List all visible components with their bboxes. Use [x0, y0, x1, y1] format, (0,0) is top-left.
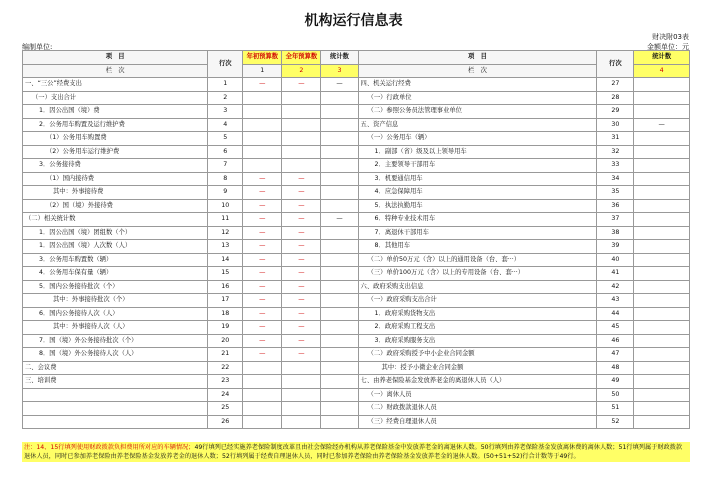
value-col2: —	[282, 226, 321, 240]
header-right-item: 项 目	[358, 51, 597, 65]
value-col4	[634, 199, 690, 213]
value-col2	[282, 91, 321, 105]
value-col4	[634, 267, 690, 281]
table-row	[23, 280, 690, 294]
table-row	[23, 267, 690, 281]
value-col3	[321, 159, 358, 173]
col3-number: 3	[321, 64, 358, 78]
right-item-label: 4．应急保障用车	[358, 186, 597, 200]
value-col3	[321, 267, 358, 281]
value-col4	[634, 361, 690, 375]
value-col2	[282, 132, 321, 146]
left-row-no: 16	[208, 280, 243, 294]
right-row-no: 36	[597, 199, 634, 213]
value-col2: —	[282, 348, 321, 362]
right-item-label: （一）公务用车（辆）	[358, 132, 597, 146]
right-item-label: 其中：授予小微企业合同金额	[358, 361, 597, 375]
right-item-label: 6．特种专业技术用车	[358, 213, 597, 227]
table-row	[23, 388, 690, 402]
header-col2: 全年预算数	[282, 51, 321, 65]
left-item-label: 7．国（境）外公务接待批次（个）	[23, 334, 208, 348]
footnote-body: 49行填列已经实施养老保险制度改革且由社会保险经办机构从养老保险基金中发放养老金的离退休人数。50行填列由养老保险基金发放离休费的离休人数；51行填列属于财政拨款退休人员，同时已参加养老保险由养老保险基金发放养老金的退休人数；52行填列属于经费自理退休人员，同时已参加养老保险由养老保险基金发放养老金的退休人数。(50+51+52)行合计数等于49行。	[24, 444, 683, 460]
value-col1: —	[243, 280, 282, 294]
table-row	[23, 199, 690, 213]
right-item-label: 3．政府采购服务支出	[358, 334, 597, 348]
left-item-label: 1．因公出国（境）费	[23, 105, 208, 119]
value-col2: —	[282, 321, 321, 335]
value-col2	[282, 361, 321, 375]
value-col2	[282, 105, 321, 119]
left-row-no: 13	[208, 240, 243, 254]
left-item-label: 3．公务用车购置数（辆）	[23, 253, 208, 267]
left-row-no: 19	[208, 321, 243, 335]
value-col3	[321, 226, 358, 240]
table-row	[23, 253, 690, 267]
right-item-label: 2．政府采购工程支出	[358, 321, 597, 335]
value-col1: —	[243, 334, 282, 348]
value-col1: —	[243, 199, 282, 213]
value-col1: —	[243, 186, 282, 200]
left-row-no: 12	[208, 226, 243, 240]
table-row	[23, 118, 690, 132]
value-col3	[321, 334, 358, 348]
value-col3	[321, 307, 358, 321]
table-row	[23, 159, 690, 173]
right-row-no: 30	[597, 118, 634, 132]
value-col1: —	[243, 213, 282, 227]
left-row-no: 17	[208, 294, 243, 308]
value-col4	[634, 334, 690, 348]
table-row	[23, 307, 690, 321]
right-item-label: 3．机要通信用车	[358, 172, 597, 186]
left-item-label: （2）国（境）外接待费	[23, 199, 208, 213]
footnote-lead: 注：14、15行填列使用财政拨款负担费用所对应的车辆情况；	[24, 444, 195, 451]
unit-label: 编制单位:	[22, 43, 53, 51]
left-row-no: 23	[208, 375, 243, 389]
header-right-column: 栏 次	[358, 64, 597, 78]
value-col1: —	[243, 307, 282, 321]
left-row-no: 9	[208, 186, 243, 200]
info-table	[22, 50, 690, 429]
table-row	[23, 334, 690, 348]
table-row	[23, 105, 690, 119]
right-row-no: 32	[597, 145, 634, 159]
header-right-col: 统计数	[634, 51, 690, 65]
table-row	[23, 145, 690, 159]
right-row-no: 50	[597, 388, 634, 402]
value-col4: —	[634, 118, 690, 132]
left-item-label: （一）支出合计	[23, 91, 208, 105]
left-row-no: 24	[208, 388, 243, 402]
value-col3	[321, 240, 358, 254]
left-item-label: 一、“三公”经费支出	[23, 78, 208, 92]
right-item-label: 七、由养老保险基金发放养老金的离退休人员（人）	[358, 375, 597, 389]
value-col4	[634, 415, 690, 429]
left-row-no: 25	[208, 402, 243, 416]
table-row	[23, 348, 690, 362]
page-title: 机构运行信息表	[304, 13, 403, 29]
right-item-label: 7．离退休干部用车	[358, 226, 597, 240]
value-col4	[634, 294, 690, 308]
value-col3	[321, 172, 358, 186]
right-item-label: 5．执法执勤用车	[358, 199, 597, 213]
value-col2: —	[282, 186, 321, 200]
value-col4	[634, 402, 690, 416]
right-row-no: 44	[597, 307, 634, 321]
left-item-label	[23, 388, 208, 402]
right-item-label: （三）单价100万元（含）以上的专用设备（台、套···）	[358, 267, 597, 281]
left-item-label: （1）公务用车购置费	[23, 132, 208, 146]
right-row-no: 42	[597, 280, 634, 294]
left-row-no: 4	[208, 118, 243, 132]
value-col2: —	[282, 334, 321, 348]
value-col1	[243, 361, 282, 375]
value-col2	[282, 145, 321, 159]
left-item-label: 1．因公出国（境）团组数（个）	[23, 226, 208, 240]
left-row-no: 3	[208, 105, 243, 119]
value-col4	[634, 240, 690, 254]
right-row-no: 48	[597, 361, 634, 375]
value-col4	[634, 159, 690, 173]
right-row-no: 27	[597, 78, 634, 92]
value-col4	[634, 145, 690, 159]
value-col1	[243, 91, 282, 105]
left-item-label: 其中：外事接待人次（人）	[23, 321, 208, 335]
left-item-label	[23, 402, 208, 416]
value-col4	[634, 105, 690, 119]
table-row	[23, 321, 690, 335]
value-col3	[321, 280, 358, 294]
left-row-no: 10	[208, 199, 243, 213]
value-col2	[282, 415, 321, 429]
form-code: 财决附03表	[652, 33, 689, 41]
value-col3	[321, 199, 358, 213]
right-row-no: 34	[597, 172, 634, 186]
left-item-label: 6．国内公务接待人次（人）	[23, 307, 208, 321]
right-row-no: 45	[597, 321, 634, 335]
value-col2: —	[282, 240, 321, 254]
header-right-row-no: 行次	[597, 51, 634, 78]
left-item-label: （1）国内接待费	[23, 172, 208, 186]
value-col2: —	[282, 253, 321, 267]
right-item-label: （二）财政拨款退休人员	[358, 402, 597, 416]
right-row-no: 52	[597, 415, 634, 429]
value-col3	[321, 91, 358, 105]
table-row	[23, 132, 690, 146]
right-row-no: 46	[597, 334, 634, 348]
value-col3	[321, 402, 358, 416]
footnote	[22, 442, 690, 462]
right-item-label: （三）经费自理退休人员	[358, 415, 597, 429]
left-row-no: 15	[208, 267, 243, 281]
left-row-no: 20	[208, 334, 243, 348]
value-col1: —	[243, 240, 282, 254]
value-col1	[243, 132, 282, 146]
value-col3	[321, 415, 358, 429]
left-item-label: 二、会议费	[23, 361, 208, 375]
value-col3	[321, 105, 358, 119]
value-col4	[634, 78, 690, 92]
right-row-no: 33	[597, 159, 634, 173]
right-item-label: 四、机关运行经费	[358, 78, 597, 92]
right-item-label: （一）行政单位	[358, 91, 597, 105]
left-row-no: 2	[208, 91, 243, 105]
value-col1: —	[243, 226, 282, 240]
left-item-label: 三、培训费	[23, 375, 208, 389]
value-col2: —	[282, 199, 321, 213]
value-col2	[282, 402, 321, 416]
left-row-no: 1	[208, 78, 243, 92]
left-row-no: 22	[208, 361, 243, 375]
right-item-label: 2．主要领导干部用车	[358, 159, 597, 173]
value-col3: —	[321, 78, 358, 92]
table-row	[23, 415, 690, 429]
left-row-no: 14	[208, 253, 243, 267]
value-col3	[321, 375, 358, 389]
value-col4	[634, 213, 690, 227]
right-row-no: 31	[597, 132, 634, 146]
right-row-no: 35	[597, 186, 634, 200]
right-item-label: 五、资产信息	[358, 118, 597, 132]
table-row	[23, 213, 690, 227]
table-row	[23, 294, 690, 308]
left-row-no: 26	[208, 415, 243, 429]
header-col3: 统计数	[321, 51, 358, 65]
value-col4	[634, 226, 690, 240]
right-row-no: 49	[597, 375, 634, 389]
right-row-no: 28	[597, 91, 634, 105]
value-col3	[321, 361, 358, 375]
right-item-label: 1．副部（省）级及以上领导用车	[358, 145, 597, 159]
value-col4	[634, 375, 690, 389]
left-row-no: 21	[208, 348, 243, 362]
value-col3	[321, 294, 358, 308]
value-col4	[634, 280, 690, 294]
right-row-no: 40	[597, 253, 634, 267]
value-col1: —	[243, 294, 282, 308]
right-row-no: 47	[597, 348, 634, 362]
right-item-label: （一）政府采购支出合计	[358, 294, 597, 308]
left-item-label: 1．因公出国（境）人次数（人）	[23, 240, 208, 254]
left-row-no: 11	[208, 213, 243, 227]
left-item-label: （2）公务用车运行维护费	[23, 145, 208, 159]
value-col4	[634, 348, 690, 362]
table-row	[23, 91, 690, 105]
right-item-label: 8．其他用车	[358, 240, 597, 254]
value-col3	[321, 388, 358, 402]
value-col2: —	[282, 267, 321, 281]
right-item-label: （二）单价50万元（含）以上的通用设备（台、套···）	[358, 253, 597, 267]
table-row	[23, 172, 690, 186]
header-item: 项 目	[23, 51, 208, 65]
table-row	[23, 375, 690, 389]
left-row-no: 8	[208, 172, 243, 186]
value-col1	[243, 415, 282, 429]
left-item-label: 4．公务用车保有量（辆）	[23, 267, 208, 281]
left-row-no: 6	[208, 145, 243, 159]
value-col4	[634, 186, 690, 200]
amount-unit: 金额单位：元	[647, 43, 689, 51]
value-col1	[243, 105, 282, 119]
left-row-no: 18	[208, 307, 243, 321]
value-col3	[321, 186, 358, 200]
value-col4	[634, 321, 690, 335]
col1-number: 1	[243, 64, 282, 78]
value-col1: —	[243, 172, 282, 186]
value-col3	[321, 145, 358, 159]
value-col1	[243, 402, 282, 416]
table-row	[23, 226, 690, 240]
table-row	[23, 78, 690, 92]
value-col2	[282, 159, 321, 173]
left-item-label: 8．国（境）外公务接待人次（人）	[23, 348, 208, 362]
value-col1	[243, 118, 282, 132]
left-item-label	[23, 415, 208, 429]
value-col4	[634, 172, 690, 186]
value-col3: —	[321, 213, 358, 227]
left-item-label: 其中：外事接待费	[23, 186, 208, 200]
table-row	[23, 240, 690, 254]
header-col1: 年初预算数	[243, 51, 282, 65]
header-column: 栏 次	[23, 64, 208, 78]
right-col-number: 4	[634, 64, 690, 78]
left-item-label: 3．公务接待费	[23, 159, 208, 173]
value-col3	[321, 253, 358, 267]
table-row	[23, 186, 690, 200]
value-col1: —	[243, 267, 282, 281]
right-row-no: 39	[597, 240, 634, 254]
right-row-no: 29	[597, 105, 634, 119]
value-col4	[634, 388, 690, 402]
left-item-label: 2．公务用车购置及运行维护费	[23, 118, 208, 132]
right-row-no: 41	[597, 267, 634, 281]
value-col1: —	[243, 321, 282, 335]
right-item-label: 六、政府采购支出信息	[358, 280, 597, 294]
right-row-no: 37	[597, 213, 634, 227]
value-col4	[634, 307, 690, 321]
value-col3	[321, 118, 358, 132]
right-row-no: 43	[597, 294, 634, 308]
right-row-no: 38	[597, 226, 634, 240]
header-row-no: 行次	[208, 51, 243, 78]
value-col2	[282, 375, 321, 389]
value-col2: —	[282, 294, 321, 308]
right-item-label: （二）参照公务员法管理事业单位	[358, 105, 597, 119]
value-col3	[321, 348, 358, 362]
table-row	[23, 361, 690, 375]
value-col1	[243, 375, 282, 389]
value-col1	[243, 145, 282, 159]
left-item-label: 其中：外事接待批次（个）	[23, 294, 208, 308]
value-col1: —	[243, 348, 282, 362]
value-col3	[321, 132, 358, 146]
right-item-label: （一）离休人员	[358, 388, 597, 402]
right-item-label: 1．政府采购货物支出	[358, 307, 597, 321]
right-row-no: 51	[597, 402, 634, 416]
left-item-label: 5．国内公务接待批次（个）	[23, 280, 208, 294]
left-row-no: 7	[208, 159, 243, 173]
value-col2: —	[282, 78, 321, 92]
value-col4	[634, 132, 690, 146]
right-item-label: （二）政府采购授予中小企业合同金额	[358, 348, 597, 362]
value-col2: —	[282, 280, 321, 294]
value-col2	[282, 388, 321, 402]
value-col4	[634, 91, 690, 105]
table-row	[23, 402, 690, 416]
header-row	[23, 51, 690, 65]
value-col1: —	[243, 253, 282, 267]
column-number-row	[23, 64, 690, 78]
left-row-no: 5	[208, 132, 243, 146]
value-col3	[321, 321, 358, 335]
value-col2: —	[282, 213, 321, 227]
value-col4	[634, 253, 690, 267]
value-col2: —	[282, 307, 321, 321]
value-col1	[243, 159, 282, 173]
left-item-label: （二）相关统计数	[23, 213, 208, 227]
value-col2: —	[282, 172, 321, 186]
value-col1	[243, 388, 282, 402]
value-col1: —	[243, 78, 282, 92]
col2-number: 2	[282, 64, 321, 78]
value-col2	[282, 118, 321, 132]
